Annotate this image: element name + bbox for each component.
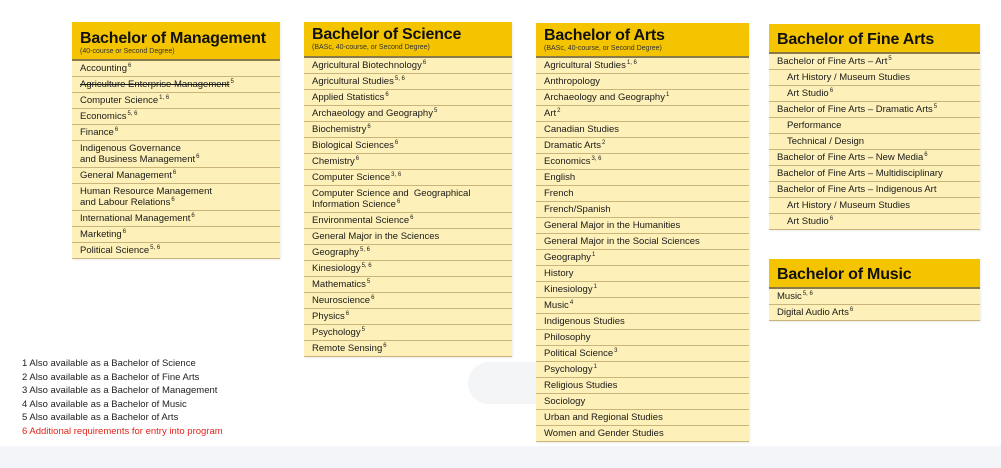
- program-name: Economics: [544, 156, 591, 167]
- footnote-marker: 6: [122, 229, 127, 235]
- program-name: Anthropology: [544, 76, 600, 87]
- program-name: Mathematics: [312, 279, 366, 290]
- footnote-marker: 5, 6: [361, 263, 372, 269]
- card-header: [304, 22, 512, 56]
- program-name: Art: [544, 108, 557, 119]
- footnote-marker: 6: [829, 88, 834, 94]
- program-item: [72, 141, 280, 168]
- program-name: Indigenous Governance and Business Management: [80, 143, 196, 165]
- program-name: Art Studio: [787, 216, 829, 227]
- program-name: Political Science: [80, 245, 150, 256]
- footnote-marker: 6: [829, 216, 834, 222]
- program-name: Philosophy: [544, 332, 591, 343]
- program-item: [536, 282, 749, 298]
- bachelor-of-management-card: [72, 22, 280, 259]
- program-item: [536, 56, 749, 74]
- footnote-marker: 6: [422, 60, 427, 66]
- legend-item: 3 Also available as a Bachelor of Management: [22, 385, 218, 396]
- program-item: [304, 122, 512, 138]
- program-item: [72, 211, 280, 227]
- program-name: Bachelor of Fine Arts – Art: [777, 56, 888, 67]
- program-name: Agricultural Studies: [312, 76, 394, 87]
- program-item: [536, 202, 749, 218]
- program-item: [536, 330, 749, 346]
- program-item: [536, 362, 749, 378]
- bachelor-of-fine-arts-card: [769, 24, 980, 230]
- program-name: Digital Audio Arts: [777, 307, 849, 318]
- program-name: Accounting: [80, 63, 128, 74]
- program-name: Environmental Science: [312, 215, 410, 226]
- program-name: Art History / Museum Studies: [787, 200, 911, 211]
- footnote-marker: 4: [569, 300, 574, 306]
- program-item: [304, 186, 512, 213]
- program-item: [536, 298, 749, 314]
- program-name: International Management: [80, 213, 191, 224]
- card-subtitle: (BASc, 40-course, or Second Degree): [544, 45, 662, 52]
- program-name: French/Spanish: [544, 204, 611, 215]
- program-item: [304, 261, 512, 277]
- program-item: [304, 341, 512, 357]
- program-name: Computer Science: [312, 172, 391, 183]
- footnote-marker: 5: [366, 279, 371, 285]
- program-item: [769, 134, 980, 150]
- footnote-legend: [22, 357, 223, 438]
- program-name: Agricultural Studies: [544, 60, 626, 71]
- program-item: [72, 243, 280, 259]
- program-name: Geography: [312, 247, 360, 258]
- footnote-marker: 6: [849, 307, 854, 313]
- card-header: [536, 23, 749, 56]
- program-name: Performance: [787, 120, 842, 131]
- program-list: [72, 59, 280, 259]
- program-item: [769, 198, 980, 214]
- program-item: [769, 305, 980, 321]
- footnote-marker: 5, 6: [360, 247, 371, 253]
- program-item: [536, 122, 749, 138]
- footnote-marker: 1: [593, 284, 597, 290]
- program-name: Agriculture Enterprise Management: [80, 79, 230, 90]
- program-item: [536, 410, 749, 426]
- program-name: French: [544, 188, 574, 199]
- program-name: Remote Sensing: [312, 343, 383, 354]
- program-name: Neuroscience: [312, 295, 371, 306]
- program-item: [304, 138, 512, 154]
- program-name: Applied Statistics: [312, 92, 385, 103]
- program-item: [769, 102, 980, 118]
- program-item: [536, 266, 749, 282]
- program-item: [769, 86, 980, 102]
- program-item: [536, 90, 749, 106]
- program-list: [536, 56, 749, 442]
- footnote-marker: 6: [367, 124, 371, 130]
- footnote-marker: 5: [933, 104, 938, 110]
- program-name: Finance: [80, 127, 114, 138]
- program-name: Geography: [544, 252, 592, 263]
- card-title: Bachelor of Music: [777, 266, 912, 283]
- footnote-marker: 3: [614, 348, 618, 354]
- program-item: [304, 90, 512, 106]
- program-name: Bachelor of Fine Arts – Dramatic Arts: [777, 104, 933, 115]
- footnote-marker: 6: [191, 213, 195, 219]
- program-name: Art History / Museum Studies: [787, 72, 911, 83]
- footnote-marker: 6: [394, 140, 399, 146]
- card-title: Bachelor of Management: [80, 30, 266, 47]
- program-item: [536, 74, 749, 90]
- bottom-band: [0, 446, 1001, 468]
- program-name: Sociology: [544, 396, 586, 407]
- program-name: Dramatic Arts: [544, 140, 602, 151]
- program-item: [769, 150, 980, 166]
- program-name: Economics: [80, 111, 127, 122]
- card-header: [769, 24, 980, 52]
- program-item: [536, 394, 749, 410]
- program-item: [769, 166, 980, 182]
- program-name: Chemistry: [312, 156, 355, 167]
- footnote-marker: 5, 6: [127, 111, 138, 117]
- footnote-marker: 1: [592, 252, 596, 258]
- program-item: [72, 77, 280, 93]
- footnote-marker: 3, 6: [591, 156, 602, 162]
- program-name: Music: [544, 300, 569, 311]
- card-subtitle: (BASc, 40-course, or Second Degree): [312, 44, 430, 51]
- program-name: Bachelor of Fine Arts – Multidisciplinary: [777, 168, 943, 179]
- bachelor-of-arts-card: [536, 23, 749, 442]
- program-item: [536, 154, 749, 170]
- legend-item: 6 Additional requirements for entry into program: [22, 425, 223, 437]
- program-item: [304, 170, 512, 186]
- program-name: Women and Gender Studies: [544, 428, 664, 439]
- footnote-marker: 6: [385, 92, 389, 98]
- program-name: Technical / Design: [787, 136, 865, 147]
- program-name: Kinesiology: [544, 284, 593, 295]
- footnote-marker: 6: [383, 343, 387, 349]
- program-item: [304, 56, 512, 74]
- program-item: [536, 346, 749, 362]
- card-header: [72, 22, 280, 59]
- program-name: Archaeology and Geography: [544, 92, 665, 103]
- footnote-marker: 6: [371, 295, 375, 301]
- footnote-marker: 1: [665, 92, 670, 98]
- program-item: [304, 245, 512, 261]
- program-item: [304, 213, 512, 229]
- program-name: Bachelor of Fine Arts – Indigenous Art: [777, 184, 937, 195]
- program-name: History: [544, 268, 574, 279]
- program-item: [72, 227, 280, 243]
- program-name: Religious Studies: [544, 380, 618, 391]
- program-name: English: [544, 172, 576, 183]
- footnote-marker: 6: [172, 170, 177, 176]
- card-header: [769, 259, 980, 287]
- program-item: [72, 59, 280, 77]
- program-name: Physics: [312, 311, 345, 322]
- program-name: Canadian Studies: [544, 124, 619, 135]
- footnote-marker: 6: [355, 156, 360, 162]
- program-item: [304, 309, 512, 325]
- program-name: Computer Science: [80, 95, 159, 106]
- footnote-marker: 6: [114, 127, 119, 133]
- footnote-marker: 6: [410, 215, 414, 221]
- program-item: [769, 52, 980, 70]
- program-list: [769, 52, 980, 230]
- footnote-marker: 6: [171, 197, 175, 203]
- footnote-marker: 5, 6: [150, 245, 161, 251]
- program-item: [72, 93, 280, 109]
- footnote-marker: 5: [230, 79, 234, 85]
- program-name: Kinesiology: [312, 263, 361, 274]
- program-item: [72, 168, 280, 184]
- program-item: [72, 184, 280, 211]
- program-item: [304, 106, 512, 122]
- footnote-marker: 3, 6: [391, 172, 402, 178]
- footnote-marker: 1, 6: [159, 95, 170, 101]
- program-item: [769, 182, 980, 198]
- program-name: Computer Science and Geographical Information Science: [312, 188, 471, 210]
- card-title: Bachelor of Science: [312, 26, 462, 43]
- legend-item: 2 Also available as a Bachelor of Fine Arts: [22, 371, 200, 383]
- program-item: [536, 234, 749, 250]
- program-item: [536, 106, 749, 122]
- program-item: [536, 314, 749, 330]
- program-name: General Major in the Sciences: [312, 231, 440, 242]
- footnote-marker: 6: [396, 199, 401, 205]
- program-item: [536, 170, 749, 186]
- card-title: Bachelor of Arts: [544, 27, 665, 44]
- legend-item: 1 Also available as a Bachelor of Science: [22, 358, 196, 369]
- program-name: Bachelor of Fine Arts – New Media: [777, 152, 924, 163]
- program-name: Psychology: [312, 327, 361, 338]
- program-name: General Management: [80, 170, 172, 181]
- program-name: Music: [777, 291, 802, 302]
- program-item: [304, 154, 512, 170]
- program-name: Indigenous Studies: [544, 316, 625, 327]
- program-name: General Major in the Humanities: [544, 220, 681, 231]
- program-item: [536, 250, 749, 266]
- footnote-marker: 5, 6: [394, 76, 405, 82]
- program-item: [72, 125, 280, 141]
- footnote-marker: 5: [361, 327, 365, 333]
- program-item: [304, 293, 512, 309]
- program-item: [304, 325, 512, 341]
- legend-item: 5 Also available as a Bachelor of Arts: [22, 412, 179, 423]
- footnote-marker: 6: [345, 311, 350, 317]
- program-item: [304, 74, 512, 90]
- program-item: [304, 277, 512, 293]
- program-name: Biochemistry: [312, 124, 367, 135]
- footnote-marker: 2: [602, 140, 606, 146]
- program-name: Psychology: [544, 364, 593, 375]
- program-item: [769, 70, 980, 86]
- footnote-marker: 6: [128, 63, 132, 69]
- footnote-marker: 1, 6: [626, 60, 637, 66]
- program-name: Art Studio: [787, 88, 829, 99]
- program-item: [536, 218, 749, 234]
- program-name: Biological Sciences: [312, 140, 394, 151]
- program-item: [536, 378, 749, 394]
- card-title: Bachelor of Fine Arts: [777, 31, 935, 48]
- program-name: General Major in the Social Sciences: [544, 236, 700, 247]
- legend-item: 4 Also available as a Bachelor of Music: [22, 398, 187, 410]
- program-list: [304, 56, 512, 357]
- program-item: [536, 138, 749, 154]
- footnote-marker: 2: [557, 108, 561, 114]
- program-item: [304, 229, 512, 245]
- program-item: [769, 287, 980, 305]
- program-name: Political Science: [544, 348, 614, 359]
- footnote-marker: 5, 6: [802, 291, 813, 297]
- footnote-marker: 1: [593, 364, 597, 370]
- program-item: [769, 214, 980, 230]
- bachelor-of-music-card: [769, 259, 980, 321]
- footnote-marker: 6: [924, 152, 928, 158]
- footnote-marker: 6: [196, 154, 200, 160]
- program-item: [536, 426, 749, 442]
- bachelor-of-science-card: [304, 22, 512, 357]
- footnote-marker: 5: [888, 56, 892, 62]
- program-name: Urban and Regional Studies: [544, 412, 663, 423]
- program-item: [72, 109, 280, 125]
- program-item: [536, 186, 749, 202]
- program-name: Archaeology and Geography: [312, 108, 433, 119]
- program-item: [769, 118, 980, 134]
- program-name: Marketing: [80, 229, 122, 240]
- program-list: [769, 287, 980, 321]
- program-name: Human Resource Management and Labour Relations: [80, 186, 213, 208]
- program-name: Agricultural Biotechnology: [312, 60, 422, 71]
- footnote-marker: 5: [433, 108, 438, 114]
- card-subtitle: (40-course or Second Degree): [80, 48, 175, 55]
